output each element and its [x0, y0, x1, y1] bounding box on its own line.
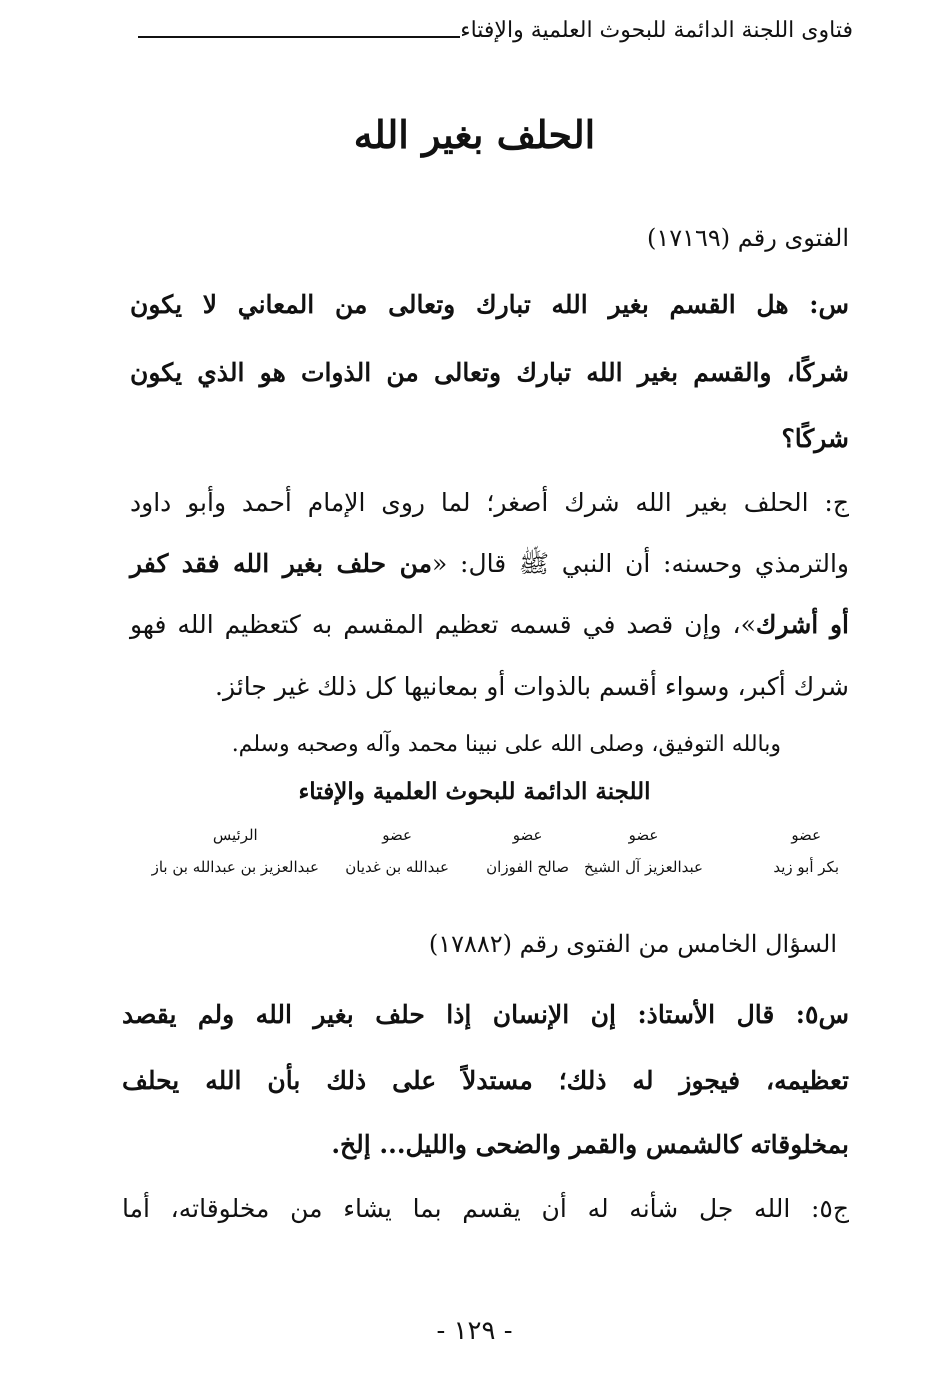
signatory-role: عضو	[791, 826, 822, 844]
answer-line	[130, 548, 849, 585]
signatory-name: بكر أبو زيد	[773, 858, 839, 876]
question-line: شركًا؟	[781, 424, 849, 453]
answer-line	[130, 610, 849, 639]
answer-text: »، وإن قصد في قسمه تعظيم المقسم به كتعظيم الله فهو	[130, 610, 756, 639]
signatory	[486, 826, 569, 876]
committee-name: اللجنة الدائمة للبحوث العلمية والإفتاء	[298, 778, 651, 805]
answer-line: ج: الحلف بغير الله شرك أصغر؛ لما روى الإمام أحمد وأبو داود	[130, 488, 849, 517]
header-title: فتاوى اللجنة الدائمة للبحوث العلمية والإفتاء	[460, 18, 853, 43]
running-header	[138, 14, 853, 48]
page-title: الحلف بغير الله	[353, 112, 596, 157]
answer-line: ج٥: الله جل شأنه له أن يقسم بما يشاء من مخلوقاته، أما	[122, 1194, 849, 1223]
signatory	[152, 826, 319, 876]
question-line: شركًا، والقسم بغير الله تبارك وتعالى من الذوات هو الذي يكون	[130, 358, 849, 387]
answer-text: والترمذي وحسنه: أن النبي ﷺ قال: «	[432, 549, 849, 578]
header-rule	[138, 36, 460, 38]
signatory-role: عضو	[628, 826, 659, 844]
signatory	[345, 826, 449, 876]
fatwa-number: الفتوى رقم (١٧١٦٩)	[646, 224, 849, 252]
question-line: تعظيمه، فيجوز له ذلك؛ مستدلاً على ذلك بأن الله يحلف	[122, 1066, 849, 1095]
signatory-name: صالح الفوزان	[486, 858, 569, 876]
question-line: بمخلوقاته كالشمس والقمر والضحى والليل... إلخ.	[331, 1130, 849, 1159]
signatory	[584, 826, 703, 876]
hadith-text: من حلف بغير الله فقد كفر	[130, 549, 433, 578]
signatory-role: عضو	[512, 826, 543, 844]
signatory	[773, 826, 839, 876]
signatory-name: عبدالعزيز بن عبدالله بن باز	[151, 858, 319, 876]
question-line: س: هل القسم بغير الله تبارك وتعالى من المعاني لا يكون	[130, 290, 849, 319]
fatwa-number: السؤال الخامس من الفتوى رقم (١٧٨٨٢)	[428, 930, 837, 958]
answer-line: شرك أكبر، وسواء أقسم بالذوات أو بمعانيها كل ذلك غير جائز.	[215, 672, 849, 701]
question-line: س٥: قال الأستاذ: إن الإنسان إذا حلف بغير الله ولم يقصد	[122, 1000, 849, 1029]
signatory-name: عبدالله بن غديان	[345, 858, 449, 876]
signatory-role: عضو	[382, 826, 412, 844]
hadith-text: أو أشرك	[755, 610, 849, 639]
signatory-name: عبدالعزيز آل الشيخ	[584, 858, 703, 876]
closing-line: وبالله التوفيق، وصلى الله على نبينا محمد وآله وصحبه وسلم.	[231, 732, 781, 757]
signatory-role: الرئيس	[212, 826, 258, 844]
page-number: - ١٢٩ -	[436, 1316, 513, 1346]
